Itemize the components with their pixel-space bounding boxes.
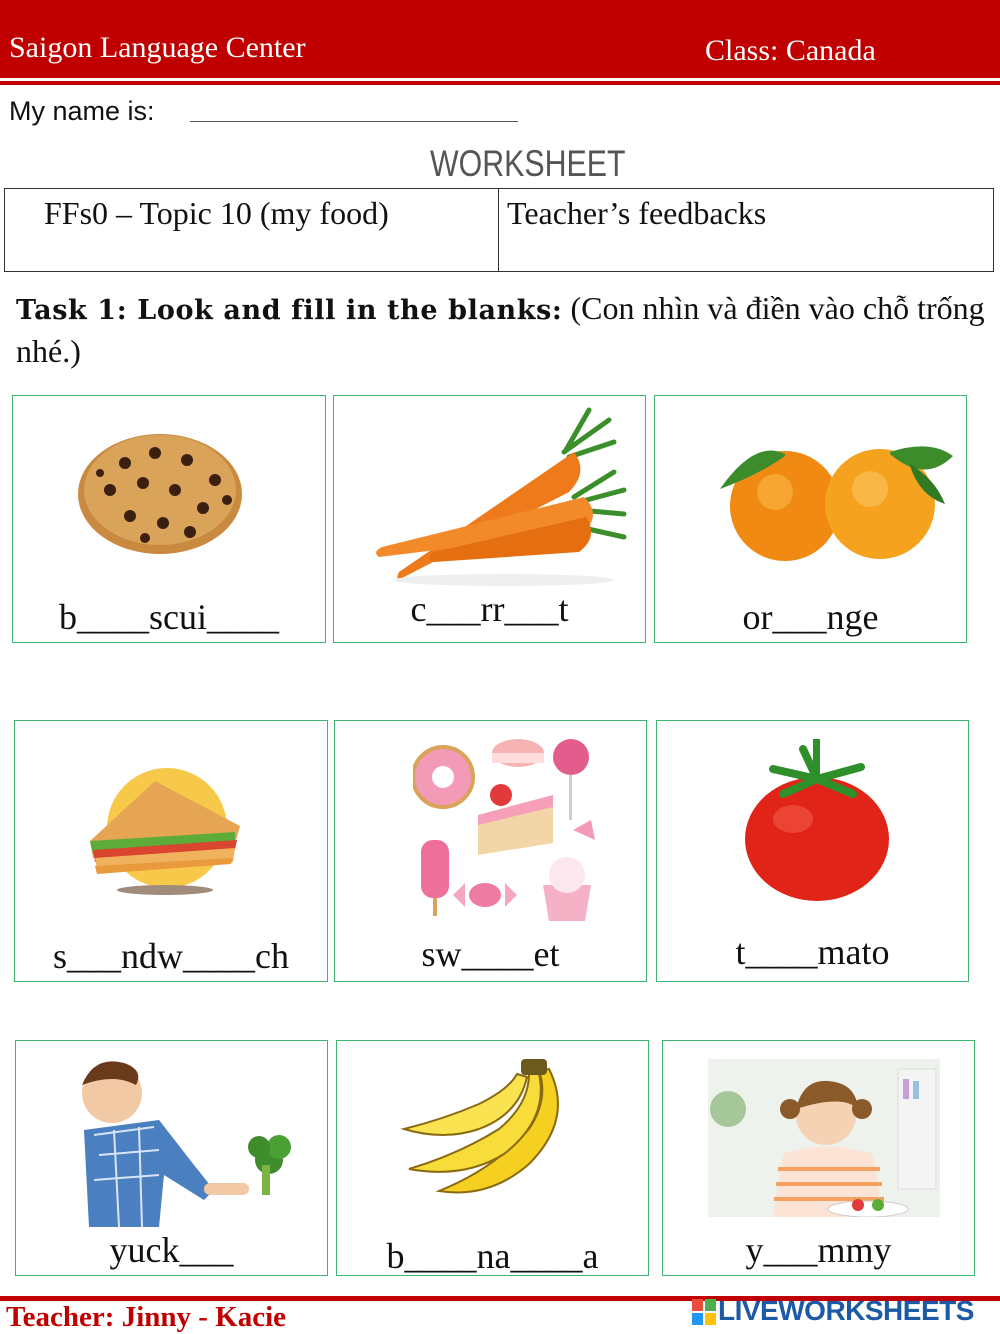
topic-cell: FFs0 – Topic 10 (my food): [44, 195, 389, 231]
banana-icon: [399, 1059, 589, 1199]
header-divider: [0, 81, 1000, 85]
word-carrot[interactable]: c___rr___t: [410, 589, 569, 629]
sweets-icon: [413, 735, 601, 921]
girl-eating-icon: [708, 1059, 940, 1217]
feedback-cell: Teacher’s feedbacks: [507, 195, 767, 231]
word-sandwich[interactable]: s___ndw____ch: [53, 936, 289, 976]
card-yuck: [15, 1040, 328, 1276]
word-orange[interactable]: or___nge: [742, 597, 879, 637]
task-instruction: [16, 288, 991, 371]
sandwich-icon: [85, 766, 245, 896]
worksheet-title: WORKSHEET: [430, 143, 626, 184]
name-label: My name is:: [9, 96, 155, 126]
task-title: Task 1: Look and fill in the blanks:: [16, 295, 563, 326]
info-table-divider: [498, 188, 499, 272]
word-banana[interactable]: b____na____a: [386, 1236, 599, 1276]
card-yummy: [662, 1040, 975, 1276]
liveworksheets-brand[interactable]: LIVEWORKSHEETS: [718, 1295, 974, 1326]
card-cookie: [12, 395, 326, 643]
tomato-icon: [743, 739, 891, 903]
word-yuck[interactable]: yuck___: [109, 1230, 234, 1270]
task-note: (Con nhìn và điền vào chỗ trống nhé.): [16, 290, 985, 369]
carrot-icon: [374, 402, 632, 592]
card-sandwich: [14, 720, 328, 982]
word-sweets[interactable]: sw____et: [421, 934, 560, 974]
orange-icon: [715, 444, 955, 562]
card-banana: [336, 1040, 649, 1276]
org-name: Saigon Language Center: [9, 31, 306, 64]
card-tomato: [656, 720, 969, 982]
name-input-line[interactable]: [190, 121, 518, 122]
card-carrot: [333, 395, 646, 643]
word-cookie[interactable]: b____scui____: [59, 597, 279, 637]
word-yummy[interactable]: y___mmy: [745, 1230, 892, 1270]
card-orange: [654, 395, 967, 643]
teacher-credit: Teacher: Jinny - Kacie: [6, 1301, 287, 1333]
liveworksheets-logo-icon: [692, 1299, 716, 1325]
card-sweets: [334, 720, 647, 982]
boy-with-broccoli-icon: [64, 1055, 294, 1227]
class-label: Class: Canada: [705, 34, 876, 67]
word-tomato[interactable]: t____mato: [735, 932, 890, 972]
cookie-icon: [75, 428, 245, 556]
